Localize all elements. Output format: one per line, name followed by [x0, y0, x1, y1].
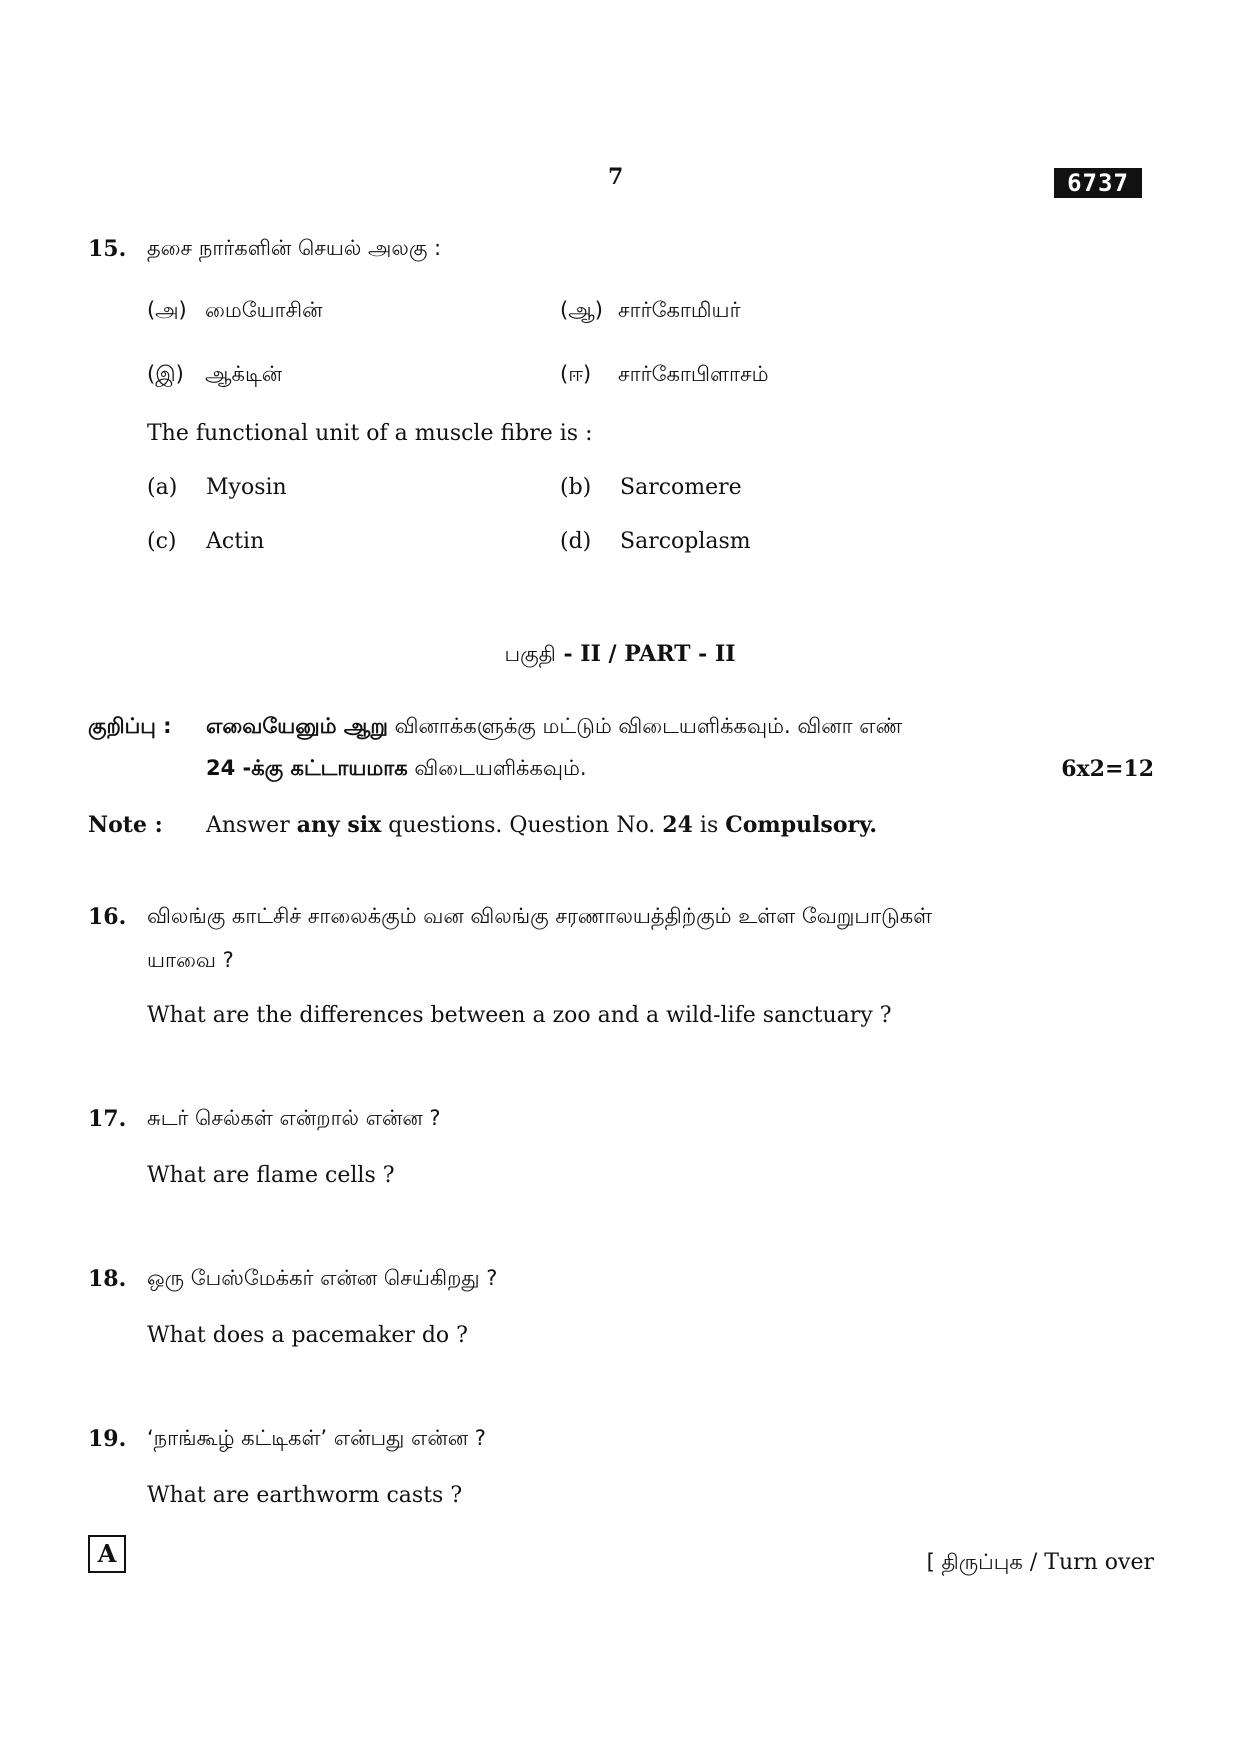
q15-option-text: Sarcomere	[620, 475, 742, 500]
english-note-emphasis: 24	[662, 812, 693, 838]
question-19-number: 19.	[88, 1426, 127, 1452]
english-note-text	[206, 812, 877, 838]
tamil-note-emphasis: எவையேனும் ஆறு	[206, 714, 388, 738]
question-18-english: What does a pacemaker do ?	[147, 1323, 468, 1348]
question-15-english: The functional unit of a muscle fibre is :	[147, 421, 593, 446]
q15-tamil-option-key: (ஈ)	[560, 362, 592, 386]
q15-option-text: Sarcoplasm	[620, 529, 751, 554]
part-heading-sep: /	[600, 641, 625, 667]
q15-option-key: (c)	[147, 529, 177, 554]
tamil-note-emphasis: 24 -க்கு கட்டாயமாக	[206, 756, 408, 780]
english-note-part: questions. Question No.	[381, 813, 663, 838]
question-16-tamil: விலங்கு காட்சிச் சாலைக்கும் வன விலங்கு சரணாலயத்திற்கும் உள்ள வேறுபாடுகள்	[147, 904, 933, 928]
turn-over-english: Turn over	[1044, 1550, 1154, 1575]
series-box: A	[88, 1535, 126, 1573]
turn-over-tamil: [ திருப்புக	[926, 1550, 1023, 1574]
q15-tamil-option-text: ஆக்டின்	[205, 362, 283, 386]
part-heading-tamil: பகுதி	[504, 642, 556, 666]
q15-tamil-option-text: மையோசின்	[205, 298, 323, 322]
question-17-number: 17.	[88, 1106, 127, 1132]
english-note-part: is	[692, 813, 726, 838]
q15-option-text: Myosin	[206, 475, 287, 500]
question-15-tamil: தசை நார்களின் செயல் அலகு :	[147, 236, 442, 260]
part-heading-sep: -	[555, 641, 581, 667]
tamil-note-line-2	[206, 756, 587, 783]
question-16-tamil-cont: யாவை ?	[147, 948, 234, 972]
tamil-note-line-1	[206, 714, 902, 741]
question-17-english: What are flame cells ?	[147, 1163, 395, 1188]
marks-scheme: 6x2=12	[1061, 756, 1154, 782]
tamil-note-text: விடையளிக்கவும்.	[407, 756, 587, 780]
turn-over-note	[927, 1550, 1154, 1577]
q15-tamil-option-key: (அ)	[147, 298, 187, 322]
english-note-emphasis: any six	[296, 812, 382, 838]
question-18-tamil: ஒரு பேஸ்மேக்கர் என்ன செய்கிறது ?	[147, 1266, 498, 1290]
part-heading-english: PART - II	[624, 641, 736, 667]
q15-tamil-option-text: சார்கோபிளாசம்	[618, 362, 769, 386]
question-19-tamil: ‘நாங்கூழ் கட்டிகள்’ என்பது என்ன ?	[147, 1426, 486, 1450]
q15-option-text: Actin	[206, 529, 265, 554]
q15-option-key: (d)	[560, 529, 592, 554]
english-note-part: Answer	[206, 813, 297, 838]
q15-option-key: (a)	[147, 475, 178, 500]
question-18-number: 18.	[88, 1266, 127, 1292]
part-heading	[0, 641, 1240, 669]
english-note-label: Note :	[88, 812, 163, 838]
tamil-note-text: வினாக்களுக்கு மட்டும் விடையளிக்கவும். வினா எண்	[387, 714, 903, 738]
q15-tamil-option-text: சார்கோமியர்	[618, 298, 741, 322]
turn-over-sep: /	[1022, 1550, 1045, 1575]
question-16-english: What are the differences between a zoo and a wild-life sanctuary ?	[147, 1003, 892, 1028]
part-heading-numeral: II	[580, 641, 601, 667]
question-17-tamil: சுடர் செல்கள் என்றால் என்ன ?	[147, 1106, 441, 1130]
question-15-number: 15.	[88, 236, 127, 262]
question-16-number: 16.	[88, 904, 127, 930]
paper-code-badge: 6737	[1054, 168, 1142, 198]
english-note-emphasis: Compulsory.	[725, 812, 877, 838]
tamil-note-label: குறிப்பு :	[88, 714, 172, 738]
q15-option-key: (b)	[560, 475, 592, 500]
question-19-english: What are earthworm casts ?	[147, 1483, 463, 1508]
q15-tamil-option-key: (ஆ)	[560, 298, 603, 322]
q15-tamil-option-key: (இ)	[147, 362, 184, 386]
page-number: 7	[608, 164, 624, 190]
